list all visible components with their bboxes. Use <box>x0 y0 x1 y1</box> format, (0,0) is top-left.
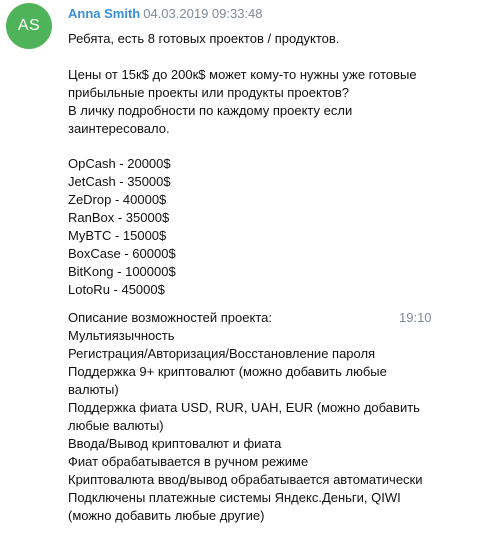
feature-line: Ввода/Вывод криптовалют и фиата <box>68 436 282 451</box>
text-line: Цены от 15к$ до 200к$ может кому-то нужны уже готовые <box>68 67 417 82</box>
feature-line: валюты) <box>68 382 119 397</box>
project-item: BitKong - 100000$ <box>68 264 176 279</box>
feature-line: Фиат обрабатывается в ручном режиме <box>68 454 309 469</box>
feature-line: Подключены платежные системы Яндекс.Деньги, QIWI <box>68 490 401 505</box>
feature-line: Мультиязычность <box>68 328 175 343</box>
project-price-list <box>68 155 488 299</box>
project-features <box>68 309 488 525</box>
feature-line: Поддержка фиата USD, RUR, UAH, EUR (можно добавить <box>68 400 420 415</box>
text-line: прибыльные проекты или продукты проектов? <box>68 85 350 100</box>
message-intro <box>68 30 488 48</box>
features-heading: Описание возможностей проекта: <box>68 310 272 325</box>
feature-line: Криптовалюта ввод/вывод обрабатывается автоматически <box>68 472 423 487</box>
project-item: ZeDrop - 40000$ <box>68 192 167 207</box>
project-item: BoxCase - 60000$ <box>68 246 176 261</box>
project-item: JetCash - 35000$ <box>68 174 171 189</box>
text-line: Ребята, есть 8 готовых проектов / продуктов. <box>68 31 340 46</box>
feature-line: Поддержка 9+ криптовалют (можно добавить любые <box>68 364 387 379</box>
project-item: RanBox - 35000$ <box>68 210 170 225</box>
message-header <box>68 6 263 22</box>
message-time: 19:10 <box>399 310 432 325</box>
feature-line: Регистрация/Авторизация/Восстановление пароля <box>68 346 376 361</box>
author-name[interactable]: Anna Smith <box>68 6 141 21</box>
feature-line: любые валюты) <box>68 418 164 433</box>
avatar[interactable]: AS <box>6 3 52 49</box>
project-item: MyBTC - 15000$ <box>68 228 167 243</box>
project-item: OpCash - 20000$ <box>68 156 171 171</box>
text-line: В личку подробности по каждому проекту если <box>68 103 353 118</box>
message-timestamp: 04.03.2019 09:33:48 <box>143 6 263 21</box>
text-line: заинтересовало. <box>68 121 170 136</box>
message-offer <box>68 66 488 138</box>
project-item: LotoRu - 45000$ <box>68 282 165 297</box>
feature-line: (можно добавить любые другие) <box>68 508 265 523</box>
